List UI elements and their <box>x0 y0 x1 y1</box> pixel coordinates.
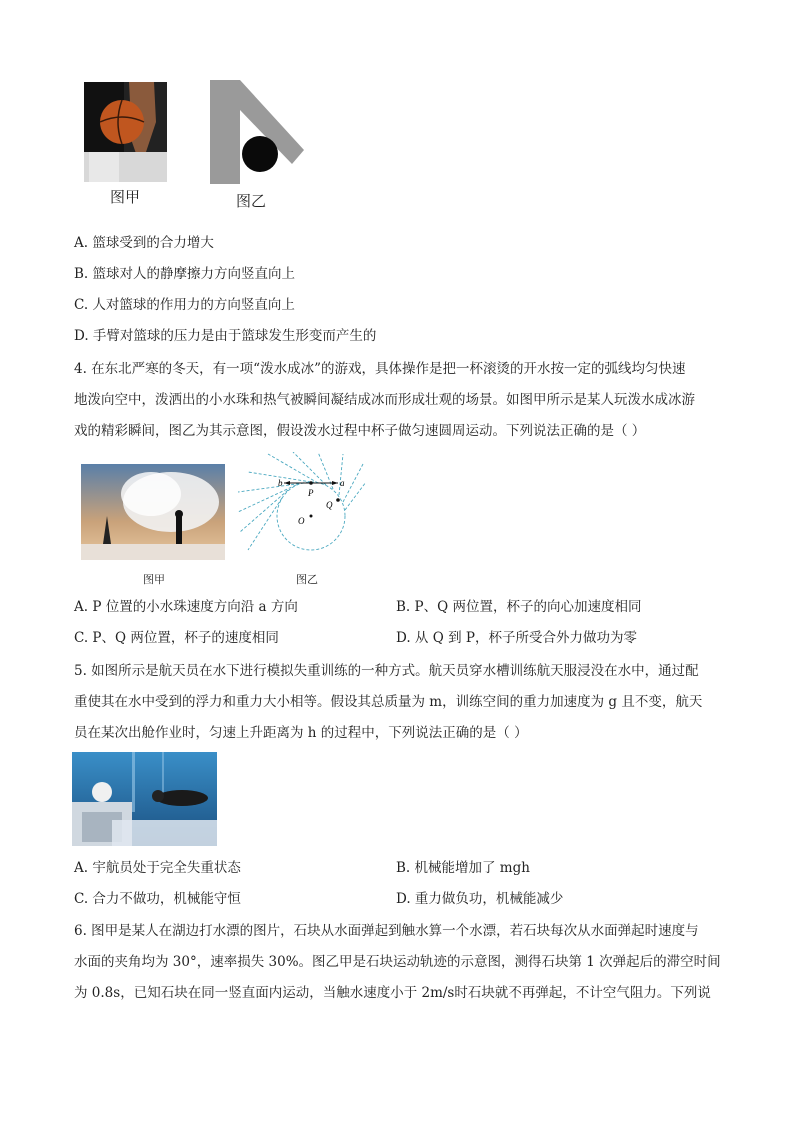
q3-option-c: C. 人对篮球的作用力的方向竖直向上 <box>74 297 295 313</box>
caption-yi-2: 图乙 <box>296 573 318 586</box>
label-b: b <box>278 478 283 488</box>
q6-line-3: 为 0.8s，已知石块在同一竖直面内运动，当触水速度小于 2m/s时石块就不再弹起，不计空气阻力。下列说 <box>74 985 711 1001</box>
basketball-photo <box>84 82 167 182</box>
q6-line-2: 水面的夹角均为 30°，速率损失 30%。图乙甲是石块运动轨迹的示意图，测得石块第 1 次弹起后的滞空时间 <box>74 954 721 970</box>
q3-option-b: B. 篮球对人的静摩擦力方向竖直向上 <box>74 266 296 282</box>
q3-option-a: A. 篮球受到的合力增大 <box>74 235 214 251</box>
q4-option-d: D. 从 Q 到 P，杯子所受合外力做功为零 <box>396 630 637 646</box>
q5-option-d: D. 重力做负功，机械能减少 <box>396 891 564 907</box>
underwater-training-photo <box>72 752 217 846</box>
q4-line-1: 4. 在东北严寒的冬天，有一项“泼水成冰”的游戏，具体操作是把一杯滚烫的开水按一定的弧线均匀快速 <box>74 361 686 377</box>
q6-line-1: 6. 图甲是某人在湖边打水漂的图片，石块从水面弹起到触水算一个水漂，若石块每次从水面弹起时速度与 <box>74 923 699 939</box>
caption-yi-1: 图乙 <box>236 192 267 210</box>
q5-line-2: 重使其在水中受到的浮力和重力大小相等。假设其总质量为 m，训练空间的重力加速度为 g 且不变，航天 <box>74 694 703 710</box>
q5-option-b: B. 机械能增加了 mgh <box>396 860 530 876</box>
label-a: a <box>340 478 345 488</box>
label-q: Q <box>326 500 333 510</box>
q4-option-a: A. P 位置的小水珠速度方向沿 a 方向 <box>74 599 298 615</box>
q5-option-c: C. 合力不做功，机械能守恒 <box>74 891 241 907</box>
q5-line-3: 员在某次出舱作业时，匀速上升距离为 h 的过程中，下列说法正确的是（ ） <box>74 725 528 741</box>
caption-jia-1: 图甲 <box>110 188 141 206</box>
q4-option-c: C. P、Q 两位置，杯子的速度相同 <box>74 630 279 646</box>
q4-line-2: 地泼向空中，泼洒出的小水珠和热气被瞬间凝结成冰而形成壮观的场景。如图甲所示是某人玩泼水成冰游 <box>74 392 695 408</box>
label-p: P <box>308 488 314 498</box>
q3-option-d: D. 手臂对篮球的压力是由于篮球发生形变而产生的 <box>74 328 377 344</box>
caption-jia-2: 图甲 <box>143 573 165 586</box>
q4-option-b: B. P、Q 两位置，杯子的向心加速度相同 <box>396 599 642 615</box>
water-ice-photo <box>81 464 225 560</box>
q5-option-a: A. 宇航员处于完全失重状态 <box>74 860 241 876</box>
q5-line-1: 5. 如图所示是航天员在水下进行模拟失重训练的一种方式。航天员穿水槽训练航天服浸没在水中，通过配 <box>74 663 699 679</box>
circular-motion-diagram <box>238 452 368 560</box>
label-o: O <box>298 516 305 526</box>
q4-line-3: 戏的精彩瞬间，图乙为其示意图，假设泼水过程中杯子做匀速圆周运动。下列说法正确的是（ ） <box>74 423 646 439</box>
arm-schematic <box>208 80 308 186</box>
